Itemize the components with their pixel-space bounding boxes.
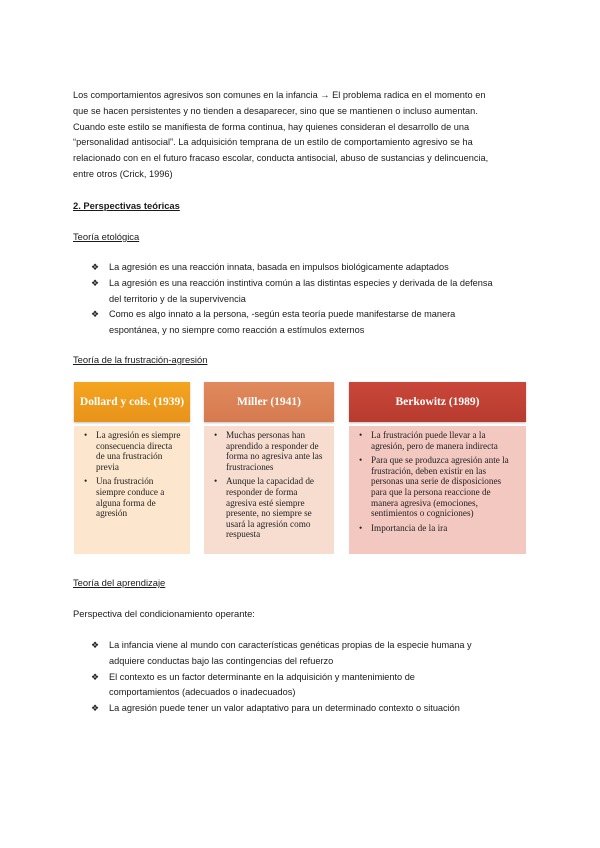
section-title-perspectivas: 2. Perspectivas teóricas: [73, 200, 180, 211]
column-header: Dollard y cols. (1939): [74, 382, 190, 422]
column-header: Miller (1941): [204, 382, 334, 422]
list-item: ❖ La agresión es una reacción innata, basada en impulsos biológicamente adaptados: [91, 260, 531, 276]
subtitle-condicionamiento: Perspectiva del condicionamiento operante:: [73, 608, 255, 619]
list-item: • Para que se produzca agresión ante la frustración, deben existir en las personas una serie de disposiciones para que la persona reaccione de manera agresiva (emociones, sentimientos o cogniciones): [359, 455, 518, 519]
intro-line: que se hacen persistentes y no tienden a desaparecer, sino que se mantienen o incluso aumentan.: [73, 105, 478, 116]
intro-line: Los comportamientos agresivos son comunes en la infancia → El problema radica en el momento en: [73, 90, 486, 100]
list-item: ❖ La agresión es una reacción instintiva común a las distintas especies y derivada de la defensa del territorio y de la supervivencia: [91, 277, 493, 304]
list-item: • La agresión es siempre consecuencia directa de una frustración previa: [84, 430, 182, 472]
diamond-bullet-icon: ❖: [91, 640, 100, 650]
list-item: ❖ El contexto es un factor determinante en la adquisición y mantenimiento de comportamientos (adecuados o inadecuados): [91, 671, 415, 698]
column-header: Berkowitz (1989): [349, 382, 526, 422]
diamond-bullet-icon: ❖: [91, 703, 100, 714]
etologica-list: [91, 260, 531, 339]
list-item: ❖ La infancia viene al mundo con características genéticas propias de la especie humana y adquiere conductas bajo las contingencias del refuerzo: [91, 640, 472, 666]
heading-teoria-aprendizaje: Teoría del aprendizaje: [73, 577, 166, 588]
column-body: [204, 426, 334, 554]
intro-paragraph: [73, 88, 528, 183]
frustration-aggression-diagram: [74, 382, 526, 554]
list-item: • Una frustración siempre conduce a alguna forma de agresión: [84, 476, 182, 518]
list-item: • Aunque la capacidad de responder de forma agresiva esté siempre presente, no siempre se usará la agresión como respuesta: [214, 476, 326, 540]
list-item: • La frustración puede llevar a la agresión, pero de manera indirecta: [359, 430, 518, 451]
list-item: ❖ La agresión puede tener un valor adaptativo para un determinado contexto o situación: [91, 701, 531, 717]
column-dollard: [74, 382, 190, 519]
diamond-bullet-icon: ❖: [91, 277, 100, 288]
column-body: [74, 426, 190, 554]
list-item: ❖ Como es algo innato a la persona, -según esta teoría puede manifestarse de manera espontánea, y no siempre como reacción a estímulos externos: [91, 309, 456, 336]
heading-teoria-frustracion: Teoría de la frustración-agresión: [73, 354, 208, 365]
intro-line: Cuando este estilo se manifiesta de forma continua, hay quienes consideran el desarrollo de una: [73, 121, 470, 132]
diamond-bullet-icon: ❖: [91, 671, 100, 682]
list-item: • Muchas personas han aprendido a responder de forma no agresiva ante las frustraciones: [214, 430, 326, 472]
heading-teoria-etologica: Teoría etológica: [73, 231, 140, 242]
diamond-bullet-icon: ❖: [91, 309, 100, 320]
aprendizaje-list: [91, 638, 531, 717]
intro-line: relacionado con en el futuro fracaso escolar, conducta antisocial, abuso de sustancias y delincuencia,: [73, 153, 489, 164]
column-berkowitz: [349, 382, 526, 533]
intro-line: “personalidad antisocial”. La adquisición temprana de un estilo de comportamiento agresivo se ha: [73, 137, 473, 148]
column-miller: [204, 382, 334, 540]
column-body: [349, 426, 526, 554]
diamond-bullet-icon: ❖: [91, 262, 100, 272]
list-item: • Importancia de la ira: [359, 523, 518, 534]
intro-line: entre otros (Crick, 1996): [73, 168, 173, 179]
